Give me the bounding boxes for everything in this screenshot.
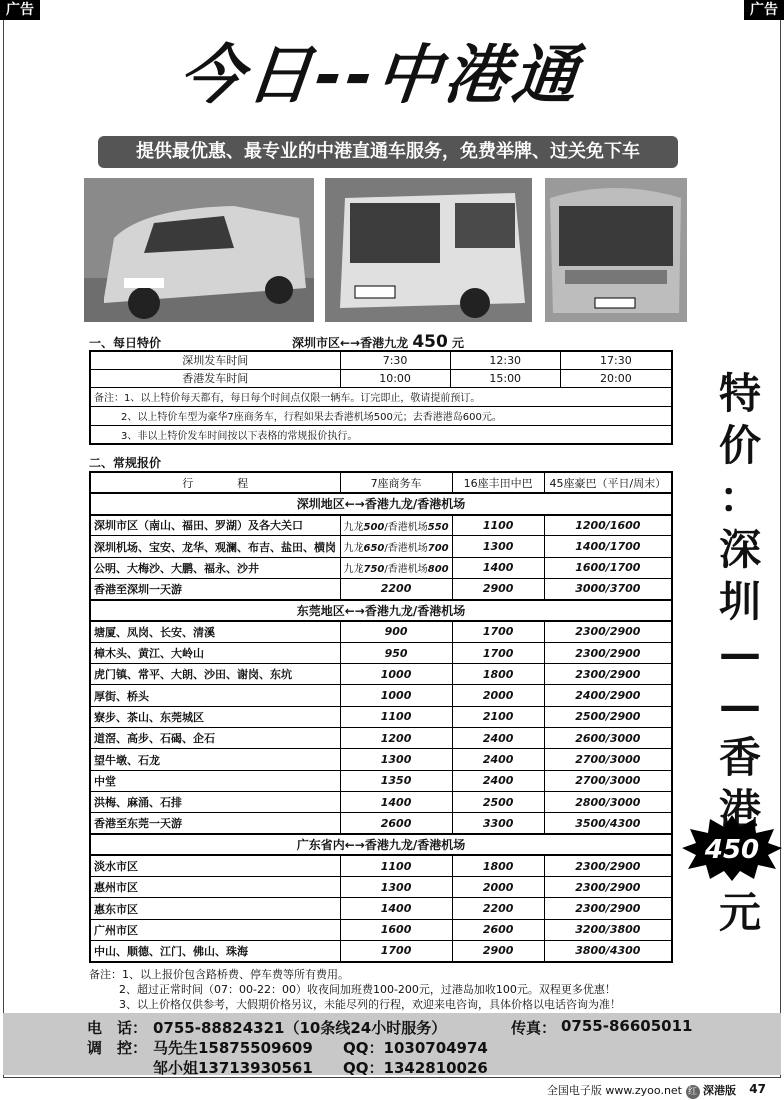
- price-fragment: /香港机场: [384, 564, 428, 576]
- price-cell: [340, 536, 452, 557]
- price-cell: 2700/3000: [544, 770, 672, 791]
- price-row: [90, 664, 672, 685]
- price-cell: 2700/3000: [544, 749, 672, 770]
- special-note: 备注：1、以上特价每天都有，每日每个时间点仅限一辆车。订完即止，敬请提前预订。: [90, 387, 672, 406]
- price-cell: 1400: [340, 791, 452, 812]
- price-cell: 2300/2900: [544, 855, 672, 876]
- schedule-time: 12:30: [450, 351, 560, 369]
- group-title: 深圳地区←→香港九龙/香港机场: [90, 493, 672, 514]
- price-fragment: 九龙: [343, 564, 364, 576]
- price-cell: 2300/2900: [544, 642, 672, 663]
- side-char: 特: [718, 369, 761, 418]
- notes-block: [89, 967, 621, 1012]
- price-row: [90, 770, 672, 791]
- price-cell: 2500: [452, 791, 544, 812]
- price-unit: 元: [452, 336, 465, 350]
- ad-label-right: 广告: [744, 0, 784, 20]
- price-cell: 1300: [340, 749, 452, 770]
- coach-photo: [545, 178, 687, 322]
- price-cell: 2400: [452, 728, 544, 749]
- price-row: [90, 685, 672, 706]
- price-row: [90, 642, 672, 663]
- side-char: —: [719, 681, 761, 730]
- route-cell: 塘厦、凤岗、长安、清溪: [90, 621, 340, 642]
- side-unit: 元: [718, 888, 761, 937]
- price-row: [90, 898, 672, 919]
- price-fragment: 550: [427, 521, 449, 533]
- burst-price: 450: [704, 835, 760, 865]
- price-cell: 2400: [452, 770, 544, 791]
- price-cell: 1800: [452, 855, 544, 876]
- price-cell: 1100: [340, 706, 452, 727]
- price-row: [90, 706, 672, 727]
- slogan-banner: 提供最优惠、最专业的中港直通车服务，免费举牌、过关免下车: [98, 136, 678, 168]
- price-cell: 2200: [452, 898, 544, 919]
- price-row: [90, 749, 672, 770]
- price-fragment: /香港机场: [384, 521, 428, 533]
- side-char: 价: [718, 421, 761, 470]
- price-cell: 1300: [340, 877, 452, 898]
- price-burst: [682, 815, 782, 881]
- price-cell: 2500/2900: [544, 706, 672, 727]
- route-cell: 厚街、桥头: [90, 685, 340, 706]
- route-cell: 公明、大梅沙、大鹏、福永、沙井: [90, 557, 340, 578]
- price-fragment: 650: [363, 543, 385, 555]
- side-char: 香: [718, 733, 761, 782]
- group-header-row: [90, 493, 672, 514]
- price-row: [90, 557, 672, 578]
- price-cell: 1800: [452, 664, 544, 685]
- price-cell: 1100: [340, 855, 452, 876]
- side-char: 深: [718, 525, 761, 574]
- price-cell: 2300/2900: [544, 898, 672, 919]
- price-cell: 3200/3800: [544, 919, 672, 940]
- side-char: 圳: [718, 577, 761, 626]
- price-cell: 2400: [452, 749, 544, 770]
- route-text: 深圳市区←→香港九龙: [292, 336, 409, 350]
- note-line: 备注：1、以上报价包含路桥费、停车费等所有费用。: [89, 968, 349, 981]
- page-title: 今日--中港通: [175, 39, 585, 113]
- price-cell: 2100: [452, 706, 544, 727]
- price-cell: 1700: [452, 621, 544, 642]
- price-cell: 2600: [452, 919, 544, 940]
- contact-person[interactable]: 马先生15875509609: [153, 1039, 313, 1057]
- price-cell: 1100: [452, 515, 544, 536]
- price-cell: 2600/3000: [544, 728, 672, 749]
- route-cell: 道滘、高步、石碣、企石: [90, 728, 340, 749]
- header-45seat: 45座豪巴（平日/周末）: [544, 472, 672, 493]
- header-16seat: 16座丰田中巴: [452, 472, 544, 493]
- section1-label: 一、每日特价: [89, 336, 162, 350]
- price-cell: 2200: [340, 578, 452, 599]
- price-row: [90, 855, 672, 876]
- fax-label: 传真：: [511, 1019, 557, 1037]
- route-cell: 深圳机场、宝安、龙华、观澜、布吉、盐田、横岗: [90, 536, 340, 557]
- price-cell: 1000: [340, 664, 452, 685]
- route-cell: 淡水市区: [90, 855, 340, 876]
- price-row: [90, 813, 672, 834]
- schedule-time: 7:30: [340, 351, 450, 369]
- price-fragment: 800: [427, 564, 449, 576]
- route-cell: 香港至东莞一天游: [90, 813, 340, 834]
- contact-block: [3, 1013, 781, 1075]
- price-cell: 2300/2900: [544, 877, 672, 898]
- minibus-photo: [325, 178, 532, 322]
- price-cell: 1350: [340, 770, 452, 791]
- price-cell: 2900: [452, 941, 544, 962]
- price-cell: 950: [340, 642, 452, 663]
- price-row: [90, 791, 672, 812]
- mpv-photo: [84, 178, 314, 322]
- dispatch-label: 调 控：: [87, 1039, 148, 1057]
- price-cell: 1700: [452, 642, 544, 663]
- price-row: [90, 728, 672, 749]
- qq-number[interactable]: QQ：1030704974: [343, 1039, 488, 1057]
- special-schedule-table: [89, 350, 673, 445]
- header-route: 行 程: [90, 472, 340, 493]
- tel-number[interactable]: 0755-88824321（10条线24小时服务）: [153, 1019, 447, 1037]
- route-cell: 望牛墩、石龙: [90, 749, 340, 770]
- price-row: [90, 515, 672, 536]
- price-cell: 900: [340, 621, 452, 642]
- group-title: 广东省内←→香港九龙/香港机场: [90, 834, 672, 855]
- route-cell: 樟木头、黄江、大岭山: [90, 642, 340, 663]
- brand-icon: 红: [686, 1085, 700, 1099]
- ad-label-left: 广告: [0, 0, 40, 20]
- route-cell: 香港至深圳一天游: [90, 578, 340, 599]
- qq-number[interactable]: QQ：1342810026: [343, 1059, 488, 1077]
- price-cell: 1600: [340, 919, 452, 940]
- schedule-time: 15:00: [450, 369, 560, 387]
- price-cell: [340, 557, 452, 578]
- regular-price-table: [89, 471, 673, 963]
- footer-site[interactable]: 全国电子版 www.zyoo.net: [546, 1084, 682, 1097]
- note-line: 2、超过正常时间（07：00-22：00）收夜间加班费100-200元，过港岛加收100元。双程更多优惠！: [119, 983, 616, 996]
- route-cell: 惠州市区: [90, 877, 340, 898]
- price-cell: 2600: [340, 813, 452, 834]
- price-row: [90, 941, 672, 962]
- price-cell: 1200/1600: [544, 515, 672, 536]
- special-price: 450: [412, 332, 448, 352]
- price-row: [90, 919, 672, 940]
- edition-label: 深港版: [703, 1084, 736, 1097]
- price-cell: 2000: [452, 877, 544, 898]
- price-cell: 1200: [340, 728, 452, 749]
- price-cell: 1000: [340, 685, 452, 706]
- price-row: [90, 578, 672, 599]
- price-cell: 2300/2900: [544, 621, 672, 642]
- note-line: 3、以上价格仅供参考，大假期价格另议，未能尽列的行程，欢迎来电咨询，具体价格以电话咨询为准！: [119, 998, 621, 1011]
- price-cell: 3800/4300: [544, 941, 672, 962]
- side-char: ：: [718, 473, 761, 522]
- header-7seat: 7座商务车: [340, 472, 452, 493]
- side-slogan: [700, 368, 780, 836]
- route-cell: 惠东市区: [90, 898, 340, 919]
- price-cell: 2300/2900: [544, 664, 672, 685]
- price-cell: 2000: [452, 685, 544, 706]
- group-header-row: [90, 834, 672, 855]
- price-cell: 3300: [452, 813, 544, 834]
- side-char: 港: [718, 785, 761, 834]
- price-row: [90, 877, 672, 898]
- price-cell: 3500/4300: [544, 813, 672, 834]
- schedule-label: 香港发车时间: [90, 369, 340, 387]
- group-header-row: [90, 600, 672, 621]
- fax-number: 0755-86605011: [561, 1017, 693, 1035]
- price-cell: 1300: [452, 536, 544, 557]
- price-fragment: 750: [363, 564, 385, 576]
- price-cell: 1400: [452, 557, 544, 578]
- price-fragment: 500: [363, 521, 385, 533]
- price-cell: [340, 515, 452, 536]
- page-number: 47: [749, 1082, 766, 1096]
- price-cell: 2900: [452, 578, 544, 599]
- schedule-time: 17:30: [560, 351, 672, 369]
- tel-label: 电 话：: [87, 1019, 148, 1037]
- schedule-time: 10:00: [340, 369, 450, 387]
- side-char: —: [719, 629, 761, 678]
- section2-label: 二、常规报价: [89, 456, 162, 470]
- schedule-time: 20:00: [560, 369, 672, 387]
- special-note: 3、非以上特价发车时间按以下表格的常规报价执行。: [90, 425, 672, 444]
- route-cell: 深圳市区（南山、福田、罗湖）及各大关口: [90, 515, 340, 536]
- price-fragment: 700: [427, 543, 449, 555]
- route-cell: 寮步、茶山、东莞城区: [90, 706, 340, 727]
- price-cell: 3000/3700: [544, 578, 672, 599]
- price-row: [90, 536, 672, 557]
- price-cell: 1400: [340, 898, 452, 919]
- route-cell: 洪梅、麻涌、石排: [90, 791, 340, 812]
- price-row: [90, 621, 672, 642]
- route-cell: 虎门镇、常平、大朗、沙田、谢岗、东坑: [90, 664, 340, 685]
- price-cell: 1700: [340, 941, 452, 962]
- price-cell: 2800/3000: [544, 791, 672, 812]
- contact-person[interactable]: 邹小姐13713930561: [153, 1059, 313, 1077]
- route-cell: 中山、顺德、江门、佛山、珠海: [90, 941, 340, 962]
- group-title: 东莞地区←→香港九龙/香港机场: [90, 600, 672, 621]
- special-note: 2、以上特价车型为豪华7座商务车，行程如果去香港机场500元；去香港港岛600元。: [90, 406, 672, 425]
- price-fragment: /香港机场: [384, 543, 428, 555]
- schedule-label: 深圳发车时间: [90, 351, 340, 369]
- price-fragment: 九龙: [343, 521, 364, 533]
- price-cell: 1400/1700: [544, 536, 672, 557]
- price-fragment: 九龙: [343, 543, 364, 555]
- route-cell: 广州市区: [90, 919, 340, 940]
- footer: [547, 1082, 736, 1099]
- price-cell: 2400/2900: [544, 685, 672, 706]
- section1-route: [292, 332, 464, 352]
- price-cell: 1600/1700: [544, 557, 672, 578]
- route-cell: 中堂: [90, 770, 340, 791]
